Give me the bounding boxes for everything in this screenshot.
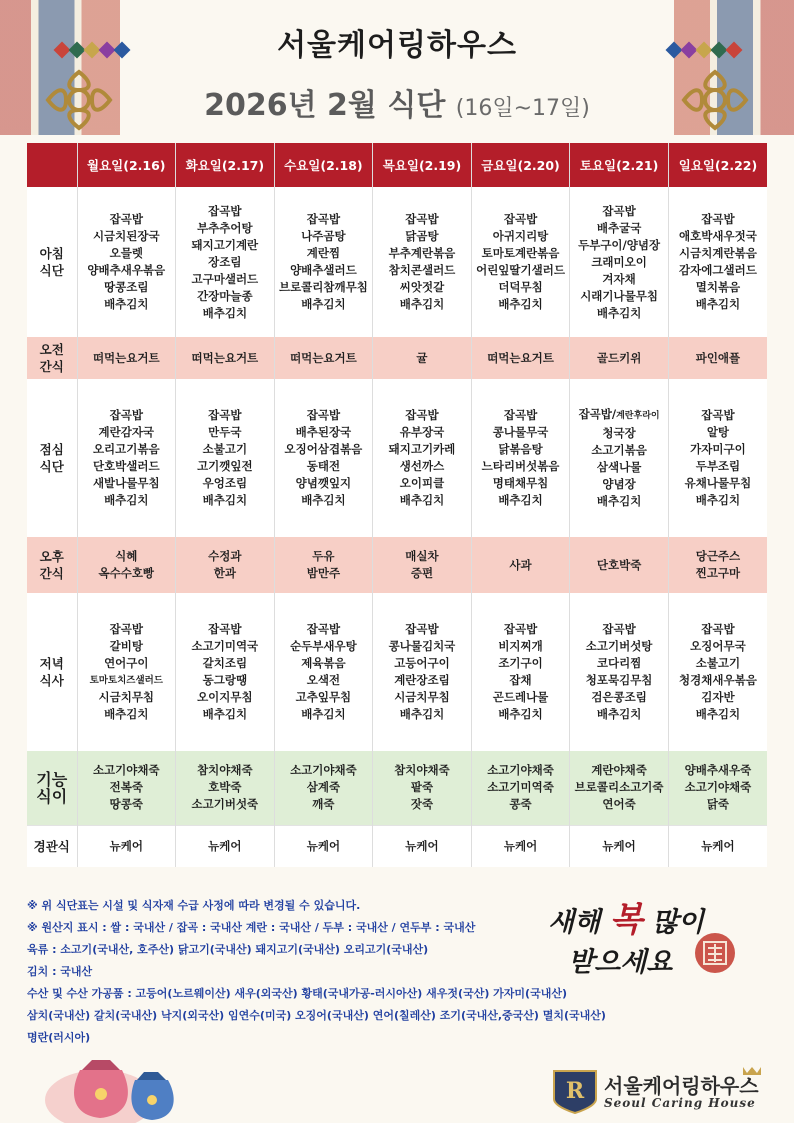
menu-item: 잡곡밥	[701, 212, 735, 226]
page-title: 서울케어링하우스	[277, 28, 517, 63]
day-header-1: 월요일(2.16)	[77, 143, 176, 187]
menu-item: 연어구이	[104, 656, 149, 670]
menu-item: 소고기볶음	[591, 443, 647, 457]
menu-cell-tube_feed-day6	[570, 825, 669, 867]
menu-item: 한과	[213, 566, 236, 580]
menu-item: 느타리버섯볶음	[481, 459, 560, 473]
menu-item: 소고기버섯죽	[191, 797, 259, 812]
menu-item: 소고기야채죽	[684, 780, 752, 795]
row-label-line: 경관식	[33, 838, 70, 854]
menu-item: 고등어구이	[394, 656, 450, 670]
lucky-pouch-illustration-icon	[40, 1030, 190, 1123]
note-line-2: ※ 원산지 표시 : 쌀 : 국내산 / 잡곡 : 국내산 계란 : 국내산 / 두부 : 국내산 / 연두부 : 국내산	[27, 921, 476, 934]
menu-cell-dinner-day1	[77, 593, 176, 751]
menu-item: 참치콘샐러드	[388, 263, 456, 277]
header-corner-cell	[27, 143, 77, 187]
menu-item: 오이피클	[399, 476, 445, 490]
menu-month-title	[0, 80, 794, 124]
menu-item: 배추김치	[695, 297, 741, 311]
row-label-line: 간식	[39, 359, 64, 374]
menu-item: 배추김치	[202, 305, 248, 320]
menu-item: 순두부새우탕	[290, 639, 357, 653]
menu-item: 뉴케어	[503, 838, 538, 853]
menu-item: 유채나물무침	[684, 476, 752, 490]
menu-item: 잡곡밥	[306, 622, 341, 636]
menu-item: 두부조림	[695, 459, 741, 473]
menu-cell-am_snack-day4	[373, 337, 472, 379]
menu-item: 생선까스	[399, 459, 445, 473]
menu-item: 양배추샐러드	[290, 263, 357, 277]
menu-item: 배추김치	[498, 297, 543, 311]
row-label-line: 식단	[39, 459, 64, 474]
menu-cell-pm_snack-day3	[274, 537, 373, 593]
menu-item: 배추김치	[498, 707, 543, 721]
menu-item: 조기구이	[498, 656, 543, 670]
menu-item: 브로콜리소고기죽	[574, 780, 664, 795]
menu-item: 배추된장국	[295, 425, 352, 439]
menu-item: 청국장	[602, 426, 636, 440]
row-label-lunch	[27, 379, 77, 537]
menu-item: 단호박죽	[596, 557, 642, 572]
menu-item: 계란야채죽	[591, 763, 647, 778]
row-label-functional	[27, 751, 77, 825]
note-line-1: ※ 위 식단표는 시설 및 식자재 수급 사정에 따라 변경될 수 있습니다.	[27, 899, 361, 912]
menu-item: 갈치조림	[202, 656, 248, 670]
menu-item: 골드키위	[596, 350, 642, 365]
menu-item: 수정과	[208, 549, 242, 563]
menu-item: 배추김치	[596, 494, 642, 508]
menu-cell-lunch-day5	[471, 379, 570, 537]
menu-item: 시금치무침	[394, 690, 450, 704]
menu-item: 가자미구이	[690, 442, 746, 456]
row-label-line: 식단	[39, 263, 64, 278]
logo-english-name: Seoul Caring House	[604, 1096, 756, 1110]
menu-item: 소고기미역죽	[487, 780, 554, 795]
menu-item: 떠먹는요거트	[487, 350, 554, 365]
menu-item: 땅콩조림	[104, 280, 149, 294]
row-label-line: 오후	[39, 549, 64, 564]
menu-item: 땅콩죽	[109, 797, 143, 812]
row-label-line: 기능	[36, 769, 68, 789]
note-line-7: 명란(러시아)	[27, 1031, 91, 1044]
menu-cell-lunch-day3	[274, 379, 373, 537]
menu-item: 닭곰탕	[405, 229, 439, 243]
menu-item: 감자에그샐러드	[679, 263, 757, 277]
menu-item: 연어죽	[602, 797, 636, 812]
menu-item: 배추김치	[301, 493, 346, 507]
menu-item: 잡곡밥	[405, 212, 439, 226]
day-header-3: 수요일(2.18)	[274, 143, 373, 187]
menu-item: 콩나물무국	[492, 425, 549, 439]
red-seal-stamp-icon	[690, 930, 740, 976]
row-tube_feed	[27, 825, 767, 867]
weekly-menu-table	[27, 143, 767, 867]
menu-cell-pm_snack-day6	[570, 537, 669, 593]
menu-item: 김자반	[701, 690, 735, 704]
menu-cell-breakfast-day6	[570, 187, 669, 337]
day-header-6: 토요일(2.21)	[570, 143, 669, 187]
menu-item: 잡곡밥	[701, 408, 735, 422]
menu-item: 잡곡밥	[503, 622, 538, 636]
menu-item: 배추김치	[104, 707, 149, 721]
menu-item: 양념깻잎지	[295, 476, 352, 490]
menu-cell-dinner-day5	[471, 593, 570, 751]
day-header-5: 금요일(2.20)	[471, 143, 570, 187]
row-am_snack	[27, 337, 767, 379]
menu-item: 갈비탕	[109, 639, 143, 653]
menu-item: 소불고기	[695, 656, 741, 670]
note-line-5: 수산 및 수산 가공품 : 고등어(노르웨이산) 새우(외국산) 황태(국내가공-러시아산) 새우젓(국산) 가자미(국내산)	[27, 987, 567, 1000]
menu-item: 양배추새우볶음	[87, 263, 166, 277]
menu-item: 잡곡밥	[306, 212, 341, 226]
menu-item: 장조림	[208, 254, 242, 269]
menu-item: 잡곡밥	[602, 203, 636, 218]
menu-cell-tube_feed-day3	[274, 825, 373, 867]
row-label-line: 오전	[39, 342, 64, 357]
menu-item: 찐고구마	[695, 566, 741, 580]
menu-item: 잡곡밥	[306, 408, 341, 422]
menu-item: 배추김치	[202, 493, 248, 507]
note-line-4: 김치 : 국내산	[27, 965, 93, 978]
menu-cell-tube_feed-day4	[373, 825, 472, 867]
menu-item: 파인애플	[695, 350, 741, 365]
menu-item: 겨자채	[602, 271, 636, 286]
menu-item: 잡곡밥	[405, 622, 439, 636]
menu-item: 두부구이/양념장	[578, 237, 661, 252]
row-dinner	[27, 593, 767, 751]
menu-cell-am_snack-day6	[570, 337, 669, 379]
menu-item: 잡곡밥	[602, 622, 636, 636]
menu-cell-lunch-day6	[570, 379, 669, 537]
menu-item: 잡곡밥	[208, 622, 242, 636]
menu-cell-functional-day4	[373, 751, 472, 825]
menu-cell-am_snack-day2	[176, 337, 275, 379]
menu-item: 배추김치	[301, 297, 346, 311]
greeting-word-bok: 복	[609, 900, 643, 940]
menu-item: 배추김치	[399, 297, 445, 311]
menu-item: 증편	[410, 566, 434, 580]
menu-item: 고추잎무침	[295, 690, 352, 704]
menu-month-label: 2026년 2월 식단	[204, 88, 446, 123]
row-label-line: 식이	[36, 786, 68, 806]
menu-cell-tube_feed-day1	[77, 825, 176, 867]
menu-item: 배추김치	[498, 493, 543, 507]
menu-item: 잡곡밥	[701, 622, 735, 636]
menu-item: 알탕	[706, 425, 730, 439]
logo-name: 서울케어링하우스	[604, 1074, 759, 1098]
menu-item: 잡곡밥	[208, 408, 242, 422]
menu-item: 동그랑땡	[202, 673, 248, 687]
menu-item: 곤드레나물	[492, 690, 549, 704]
menu-item: 닭볶음탕	[498, 442, 543, 456]
menu-cell-pm_snack-day5	[471, 537, 570, 593]
menu-item: 소고기야채죽	[487, 763, 554, 778]
menu-cell-pm_snack-day7	[668, 537, 767, 593]
menu-item: 아귀지리탕	[492, 229, 549, 243]
menu-item: 단호박샐러드	[92, 459, 160, 473]
day-header-2: 화요일(2.17)	[176, 143, 275, 187]
menu-item: 토마토계란볶음	[481, 246, 560, 260]
menu-cell-tube_feed-day7	[668, 825, 767, 867]
menu-item: 닭죽	[706, 797, 730, 812]
menu-item: 제육볶음	[301, 656, 346, 670]
menu-item: 양배추새우죽	[684, 763, 752, 778]
menu-item: 떠먹는요거트	[191, 350, 259, 365]
row-label-line: 식사	[39, 673, 64, 688]
menu-item: 고기깻잎전	[197, 459, 253, 473]
menu-item: 전복죽	[109, 780, 143, 795]
menu-item: 소고기야채죽	[290, 763, 357, 778]
menu-cell-lunch-day2	[176, 379, 275, 537]
menu-item: 배추김치	[695, 493, 741, 507]
menu-item: 크래미오이	[591, 254, 647, 269]
menu-item: 배추김치	[301, 707, 346, 721]
row-label-tube_feed	[27, 825, 77, 867]
menu-item: 돼지고기카레	[388, 442, 456, 456]
menu-item: 청포묵김무침	[585, 673, 653, 687]
menu-item: 식혜	[115, 549, 138, 563]
menu-item: 코다리찜	[596, 656, 642, 670]
menu-cell-dinner-day4	[373, 593, 472, 751]
menu-cell-lunch-day4	[373, 379, 472, 537]
menu-item: 오이지무침	[197, 690, 253, 704]
menu-item: 잡곡밥	[503, 408, 538, 422]
menu-cell-functional-day7	[668, 751, 767, 825]
menu-item: 명태채무침	[492, 476, 549, 490]
menu-cell-breakfast-day4	[373, 187, 472, 337]
menu-item: 배추굴국	[596, 220, 642, 235]
greeting-line-2: 받으세요	[568, 947, 673, 978]
menu-item: 잡곡밥	[109, 408, 143, 422]
menu-item: 당근주스	[695, 549, 741, 563]
menu-cell-am_snack-day3	[274, 337, 373, 379]
menu-item: 뉴케어	[602, 838, 636, 853]
menu-date-range: (16일~17일)	[455, 96, 590, 121]
menu-item: 두유	[312, 549, 335, 563]
menu-item: 오리고기볶음	[92, 442, 160, 456]
menu-cell-dinner-day7	[668, 593, 767, 751]
menu-item: 배추김치	[596, 305, 642, 320]
menu-cell-am_snack-day7	[668, 337, 767, 379]
menu-item: 잡채	[509, 673, 532, 687]
menu-cell-dinner-day2	[176, 593, 275, 751]
menu-item: 검은콩조림	[591, 690, 647, 704]
row-label-dinner	[27, 593, 77, 751]
menu-item: 뉴케어	[701, 838, 735, 853]
menu-cell-functional-day3	[274, 751, 373, 825]
menu-item: 잡곡밥	[208, 203, 242, 218]
menu-item: 애호박새우젓국	[679, 229, 757, 243]
menu-item: 호박죽	[208, 780, 242, 795]
menu-item: 시래기나물무침	[580, 288, 658, 303]
row-label-line: 저녁	[39, 656, 64, 671]
menu-item: 뉴케어	[306, 838, 341, 853]
menu-item: 잡곡밥/계란후라이	[578, 407, 660, 421]
menu-item: 멸치볶음	[695, 280, 741, 294]
row-label-breakfast	[27, 187, 77, 337]
menu-item: 새발나물무침	[92, 476, 160, 490]
menu-cell-breakfast-day7	[668, 187, 767, 337]
menu-cell-dinner-day6	[570, 593, 669, 751]
menu-item: 소고기버섯탕	[585, 639, 653, 653]
menu-item: 어린잎딸기샐러드	[476, 263, 565, 277]
menu-item: 동태전	[306, 459, 341, 473]
menu-item: 배추김치	[596, 707, 642, 721]
menu-item: 배추김치	[399, 493, 445, 507]
row-label-line: 아침	[39, 246, 64, 261]
menu-item: 더덕무침	[498, 280, 543, 294]
menu-cell-pm_snack-day1	[77, 537, 176, 593]
menu-cell-pm_snack-day4	[373, 537, 472, 593]
menu-item: 콩죽	[509, 797, 532, 812]
menu-cell-am_snack-day1	[77, 337, 176, 379]
menu-item: 계란장조림	[394, 673, 450, 687]
menu-item: 계란감자국	[98, 425, 155, 439]
menu-item: 매실차	[405, 549, 439, 563]
menu-item: 유부장국	[399, 425, 445, 439]
menu-item: 오징어무국	[690, 639, 746, 653]
menu-item: 배추김치	[202, 707, 248, 721]
row-label-line: 점심	[39, 442, 64, 457]
menu-item: 뉴케어	[109, 838, 143, 853]
row-label-pm_snack	[27, 537, 77, 593]
menu-item: 밤만주	[306, 566, 341, 580]
menu-item: 양념장	[602, 477, 636, 491]
menu-item: 잡곡밥	[109, 212, 143, 226]
row-lunch	[27, 379, 767, 537]
menu-item: 참치야채죽	[197, 763, 253, 778]
greeting-word-1: 새해	[548, 907, 601, 938]
menu-cell-lunch-day1	[77, 379, 176, 537]
menu-item: 옥수수호빵	[98, 566, 155, 580]
menu-item: 우엉조림	[202, 476, 248, 490]
note-line-3: 육류 : 소고기(국내산, 호주산) 닭고기(국내산) 돼지고기(국내산) 오리고기(국내산)	[27, 943, 429, 956]
menu-item: 떠먹는요거트	[92, 350, 160, 365]
menu-item: 소고기야채죽	[92, 763, 160, 778]
row-functional	[27, 751, 767, 825]
menu-item: 오색전	[306, 673, 341, 687]
menu-cell-lunch-day7	[668, 379, 767, 537]
menu-item: 씨앗젓갈	[399, 280, 445, 294]
menu-cell-functional-day2	[176, 751, 275, 825]
row-pm_snack	[27, 537, 767, 593]
menu-cell-dinner-day3	[274, 593, 373, 751]
menu-item: 청경채새우볶음	[679, 673, 757, 687]
menu-item: 배추김치	[695, 707, 741, 721]
menu-item: 뉴케어	[208, 838, 242, 853]
menu-item: 부추추어탕	[197, 220, 253, 235]
table-header-row	[27, 143, 767, 187]
menu-cell-functional-day1	[77, 751, 176, 825]
menu-item: 팥죽	[410, 780, 434, 795]
menu-cell-tube_feed-day2	[176, 825, 275, 867]
menu-item: 비지찌개	[498, 639, 543, 653]
menu-item: 떠먹는요거트	[290, 350, 357, 365]
menu-item: 고구마샐러드	[191, 271, 259, 286]
menu-item: 깨죽	[312, 797, 335, 812]
menu-cell-functional-day6	[570, 751, 669, 825]
menu-item: 잡곡밥	[405, 408, 439, 422]
menu-item: 잡곡밥	[109, 622, 143, 636]
menu-item: 토마토치즈샐러드	[89, 675, 163, 686]
row-breakfast	[27, 187, 767, 337]
menu-cell-breakfast-day2	[176, 187, 275, 337]
day-header-7: 일요일(2.22)	[668, 143, 767, 187]
greeting-word-2: 많이	[651, 907, 705, 938]
menu-item: 돼지고기계란	[191, 237, 259, 252]
menu-item: 귤	[416, 350, 428, 365]
menu-item: 시금치된장국	[92, 229, 160, 243]
menu-item: 콩나물김치국	[388, 639, 456, 653]
menu-cell-breakfast-day5	[471, 187, 570, 337]
menu-item: 삼색나물	[596, 460, 642, 474]
menu-item: 소불고기	[202, 442, 248, 456]
menu-cell-pm_snack-day2	[176, 537, 275, 593]
menu-item: 사과	[509, 557, 532, 572]
menu-item: 참치야채죽	[394, 763, 450, 778]
menu-item: 배추김치	[399, 707, 445, 721]
menu-item: 나주곰탕	[301, 229, 346, 243]
menu-item: 시금치계란볶음	[679, 246, 757, 260]
note-line-6: 삼치(국내산) 갈치(국내산) 낙지(외국산) 임연수(미국) 오징어(국내산) 연어(칠레산) 조기(국내산,중국산) 멸치(국내산)	[27, 1009, 606, 1022]
menu-item: 배추김치	[104, 493, 149, 507]
menu-item: 간장마늘종	[197, 288, 253, 303]
menu-item: 오징어삼겹볶음	[284, 442, 363, 456]
menu-item: 삼계죽	[306, 780, 341, 795]
menu-item: 계란찜	[306, 246, 341, 260]
row-label-line: 간식	[39, 566, 64, 581]
menu-item: 오믈렛	[109, 246, 143, 260]
menu-item: 브로콜리참깨무침	[278, 280, 368, 294]
menu-cell-breakfast-day1	[77, 187, 176, 337]
menu-item: 부추계란볶음	[388, 246, 456, 260]
menu-cell-breakfast-day3	[274, 187, 373, 337]
logo-mark-letter: R	[565, 1078, 585, 1104]
menu-cell-tube_feed-day5	[471, 825, 570, 867]
menu-cell-am_snack-day5	[471, 337, 570, 379]
menu-item: 뉴케어	[405, 838, 439, 853]
row-label-am_snack	[27, 337, 77, 379]
menu-item: 배추김치	[104, 297, 149, 311]
day-header-4: 목요일(2.19)	[373, 143, 472, 187]
menu-cell-functional-day5	[471, 751, 570, 825]
menu-item: 잡곡밥	[503, 212, 538, 226]
menu-item: 시금치무침	[98, 690, 155, 704]
menu-item: 만두국	[208, 425, 242, 439]
menu-item: 잣죽	[410, 797, 434, 812]
menu-item: 소고기미역국	[191, 639, 259, 653]
